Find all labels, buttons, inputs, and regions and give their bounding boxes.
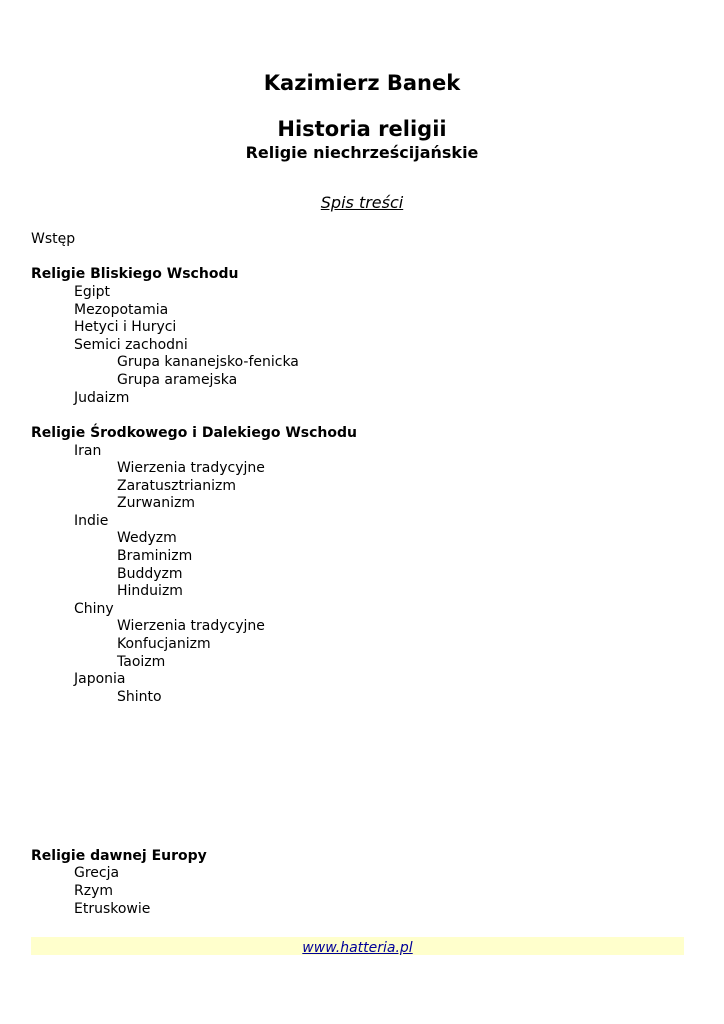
document-title: Historia religii bbox=[277, 117, 447, 141]
toc-heading: Spis treści bbox=[320, 193, 404, 212]
toc-item[interactable]: Japonia bbox=[74, 671, 126, 687]
toc-item[interactable]: Iran bbox=[74, 443, 102, 459]
toc-subitem[interactable]: Grupa aramejska bbox=[117, 372, 238, 388]
toc-subitem[interactable]: Zurwanizm bbox=[117, 495, 195, 511]
toc-item[interactable]: Judaizm bbox=[74, 390, 130, 406]
toc-subitem[interactable]: Zaratusztrianizm bbox=[117, 478, 236, 494]
toc-item[interactable]: Hetyci i Huryci bbox=[74, 319, 177, 335]
toc-item[interactable]: Indie bbox=[74, 513, 109, 529]
toc-subitem[interactable]: Taoizm bbox=[117, 654, 166, 670]
toc-subitem[interactable]: Buddyzm bbox=[117, 566, 183, 582]
footer-bar bbox=[31, 937, 684, 955]
toc-subitem[interactable]: Shinto bbox=[117, 689, 162, 705]
toc-item[interactable]: Rzym bbox=[74, 883, 113, 899]
toc-subitem[interactable]: Hinduizm bbox=[117, 583, 183, 599]
toc-section-near-east[interactable]: Religie Bliskiego Wschodu bbox=[31, 266, 239, 282]
toc-item[interactable]: Mezopotamia bbox=[74, 302, 169, 318]
toc-subitem[interactable]: Braminizm bbox=[117, 548, 193, 564]
toc-subitem[interactable]: Wierzenia tradycyjne bbox=[117, 618, 265, 634]
toc-subitem[interactable]: Wedyzm bbox=[117, 530, 177, 546]
toc-item[interactable]: Semici zachodni bbox=[74, 337, 188, 353]
toc-subitem[interactable]: Wierzenia tradycyjne bbox=[117, 460, 265, 476]
toc-subitem[interactable]: Grupa kananejsko-fenicka bbox=[117, 354, 299, 370]
toc-section-ancient-europe[interactable]: Religie dawnej Europy bbox=[31, 848, 207, 864]
toc-item[interactable]: Chiny bbox=[74, 601, 114, 617]
toc-item[interactable]: Etruskowie bbox=[74, 901, 151, 917]
document-subtitle: Religie niechrześcijańskie bbox=[245, 143, 479, 162]
toc-item-introduction[interactable]: Wstęp bbox=[31, 231, 76, 247]
toc-item[interactable]: Grecja bbox=[74, 865, 120, 881]
toc-section-middle-far-east[interactable]: Religie Środkowego i Dalekiego Wschodu bbox=[31, 425, 357, 441]
author-name: Kazimierz Banek bbox=[263, 71, 461, 95]
website-link[interactable]: www.hatteria.pl bbox=[302, 940, 413, 956]
toc-subitem[interactable]: Konfucjanizm bbox=[117, 636, 211, 652]
toc-item[interactable]: Egipt bbox=[74, 284, 110, 300]
